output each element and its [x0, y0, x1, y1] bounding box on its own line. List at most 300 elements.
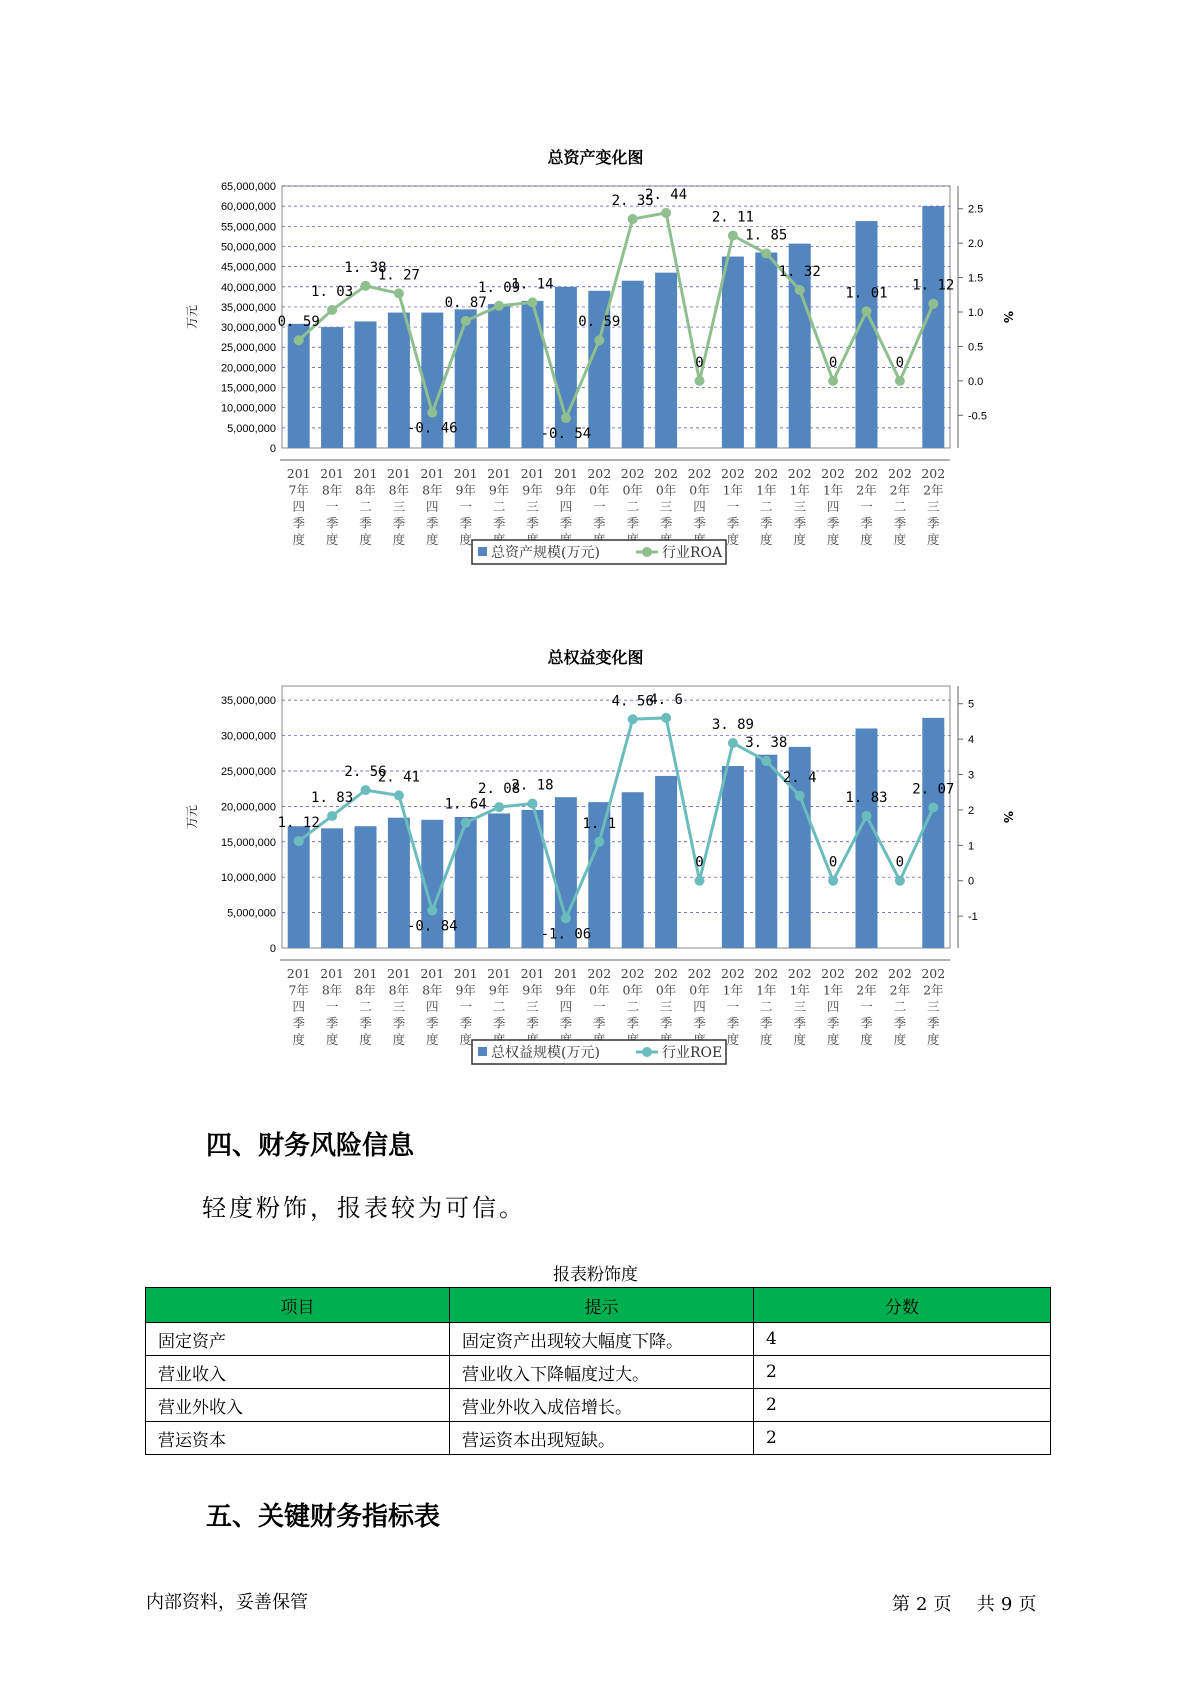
line-point [695, 376, 705, 386]
line-point [761, 756, 771, 766]
data-label: 0. 87 [444, 294, 487, 311]
category-label: 201 [353, 466, 378, 481]
left-tick-label: 20,000,000 [220, 801, 276, 814]
left-tick-label: 10,000,000 [220, 872, 276, 885]
category-label: 202 [921, 966, 946, 981]
category-label: 201 [420, 466, 445, 481]
category-label: 9年 [522, 482, 543, 498]
left-tick-label: 35,000,000 [220, 695, 276, 708]
category-label: 季 [359, 515, 372, 531]
data-label: 2. 18 [511, 777, 554, 794]
category-label: 202 [587, 466, 612, 481]
category-label: 1年 [789, 982, 810, 998]
legend-line-label: 行业ROA [662, 545, 723, 561]
chart-bar [922, 206, 944, 448]
category-label: 202 [754, 466, 779, 481]
chart-bar [856, 221, 878, 448]
chart2-title: 总权益变化图 [547, 648, 644, 667]
data-label: 1. 1 [582, 815, 617, 832]
category-label: 季 [325, 1015, 339, 1031]
left-tick-label: 50,000,000 [220, 241, 276, 254]
category-label: 202 [854, 966, 879, 981]
chart-bar [622, 281, 644, 448]
category-label: 季 [459, 515, 472, 531]
category-label: 季 [593, 515, 606, 531]
risk-score: 2 [754, 1422, 1051, 1455]
category-label: 201 [286, 466, 311, 481]
category-label: 201 [553, 466, 578, 481]
category-label: 二 [492, 499, 506, 514]
chart-bar [455, 309, 477, 448]
left-tick-label: 15,000,000 [220, 382, 276, 395]
category-label: 三 [927, 999, 940, 1014]
right-tick-label: 3 [968, 769, 975, 782]
category-label: 季 [760, 515, 773, 531]
chart-bar [488, 813, 510, 948]
right-tick-label: 1 [968, 840, 975, 853]
risk-table [145, 1287, 1051, 1455]
left-tick-label: 5,000,000 [227, 907, 276, 920]
left-tick-label: 65,000,000 [220, 181, 276, 193]
chart-bar [755, 253, 777, 448]
category-label: 202 [654, 466, 679, 481]
category-label: 201 [320, 966, 345, 981]
category-label: 8年 [388, 982, 410, 998]
category-label: 1年 [756, 982, 777, 998]
data-label: 1. 03 [311, 283, 354, 300]
category-label: 一 [325, 999, 339, 1014]
data-label: 1. 12 [277, 815, 320, 832]
chart-bar [922, 718, 944, 948]
category-label: 202 [887, 966, 912, 981]
category-label: 度 [459, 532, 472, 547]
risk-header-item: 项目 [146, 1288, 450, 1323]
category-label: 201 [386, 466, 411, 481]
category-label: 季 [492, 515, 506, 531]
category-label: 度 [893, 1032, 907, 1047]
category-label: 季 [726, 1015, 740, 1031]
right-axis-title: % [1001, 810, 1015, 824]
data-label: 0. 59 [578, 314, 621, 331]
chart-bar [321, 327, 343, 448]
risk-hint: 固定资产出现较大幅度下降。 [450, 1323, 754, 1356]
category-label: 季 [793, 515, 806, 531]
line-point [895, 876, 905, 886]
category-label: 201 [487, 466, 512, 481]
category-label: 季 [826, 1015, 840, 1031]
category-label: 季 [292, 1015, 305, 1031]
right-tick-label: -1 [968, 911, 978, 924]
data-label: 2. 07 [912, 781, 955, 798]
category-label: 季 [626, 515, 639, 531]
category-label: 度 [325, 1032, 339, 1047]
chart-bar [321, 828, 343, 948]
left-tick-label: 30,000,000 [220, 730, 276, 743]
category-label: 8年 [321, 482, 343, 498]
data-label: 1. 32 [778, 263, 821, 280]
line-point [862, 306, 872, 316]
category-label: 四 [426, 499, 439, 514]
category-label: 201 [286, 966, 311, 981]
risk-summary: 轻度粉饰，报表较为可信。 [202, 1194, 526, 1222]
footer-confidential: 内部资料，妥善保管 [146, 1592, 308, 1613]
category-label: 季 [760, 1015, 773, 1031]
line-point [928, 802, 938, 812]
line-point [327, 811, 337, 821]
risk-header-score: 分数 [754, 1288, 1051, 1323]
category-label: 202 [687, 466, 712, 481]
line-point [361, 281, 371, 291]
category-label: 四 [693, 499, 706, 514]
data-label: 0 [895, 354, 905, 371]
category-label: 2年 [856, 982, 877, 998]
line-point [294, 836, 304, 846]
data-label: 2. 4 [782, 769, 817, 786]
category-label: 季 [559, 1015, 573, 1031]
category-label: 0年 [655, 482, 677, 498]
category-label: 201 [520, 466, 545, 481]
legend-line-marker [642, 1047, 652, 1057]
left-tick-label: 5,000,000 [227, 422, 276, 435]
category-label: 季 [826, 515, 840, 531]
line-point [795, 791, 805, 801]
category-label: 1年 [822, 982, 844, 998]
risk-item: 营业外收入 [146, 1389, 450, 1422]
line-point [895, 376, 905, 386]
category-label: 四 [693, 999, 706, 1014]
data-label: 4. 56 [611, 693, 654, 710]
legend-bar-label: 总权益规模(万元) [491, 1045, 600, 1061]
chart-bar [455, 817, 477, 948]
line-point [294, 335, 304, 345]
line-point [528, 297, 538, 307]
right-tick-label: 0 [968, 875, 975, 888]
line-point [761, 248, 771, 258]
category-label: 201 [520, 966, 545, 981]
category-label: 0年 [589, 982, 610, 998]
right-tick-label: 0.0 [968, 375, 984, 388]
category-label: 季 [793, 1015, 806, 1031]
category-label: 一 [860, 499, 873, 514]
line-point [361, 785, 371, 795]
category-label: 202 [620, 466, 645, 481]
data-label: 3. 38 [745, 735, 788, 752]
category-label: 季 [593, 1015, 606, 1031]
page-num: 2 [916, 1594, 928, 1615]
category-label: 一 [459, 499, 472, 514]
line-point [661, 208, 671, 218]
category-label: 四 [559, 999, 573, 1014]
category-label: 202 [921, 466, 946, 481]
data-label: 2. 08 [478, 781, 521, 798]
category-label: 9年 [488, 982, 510, 998]
line-point [494, 802, 504, 812]
category-label: 度 [426, 1032, 439, 1047]
category-label: 季 [426, 515, 439, 531]
line-point [394, 288, 404, 298]
left-tick-label: 15,000,000 [220, 836, 276, 849]
chart-bar [722, 257, 744, 448]
category-label: 三 [392, 499, 406, 514]
category-label: 9年 [522, 982, 543, 998]
legend-bar-swatch [478, 547, 487, 556]
category-label: 度 [760, 1032, 773, 1047]
category-label: 四 [292, 499, 305, 514]
category-label: 度 [826, 532, 840, 547]
category-label: 季 [693, 1015, 706, 1031]
data-label: 1. 85 [745, 227, 788, 244]
category-label: 202 [787, 966, 812, 981]
data-label: 0 [695, 354, 704, 371]
category-label: 202 [620, 966, 645, 981]
risk-hint: 营业外收入成倍增长。 [450, 1389, 754, 1422]
category-label: 一 [325, 499, 339, 514]
category-label: 一 [593, 999, 606, 1014]
category-label: 二 [492, 999, 506, 1014]
category-label: 0年 [589, 482, 610, 498]
category-label: 季 [492, 1015, 506, 1031]
category-label: 0年 [622, 982, 643, 998]
total-num: 9 [1000, 1594, 1013, 1615]
category-label: 季 [526, 1015, 539, 1031]
section4-heading: 四、财务风险信息 [206, 1131, 415, 1161]
category-label: 度 [292, 1032, 305, 1047]
category-label: 2年 [889, 482, 911, 498]
line-point [661, 713, 671, 723]
category-label: 季 [726, 515, 740, 531]
risk-table-caption: 报表粉饰度 [553, 1265, 638, 1285]
category-label: 度 [292, 532, 305, 547]
category-label: 季 [893, 515, 907, 531]
data-label: 0 [828, 854, 838, 871]
risk-header-hint: 提示 [450, 1288, 754, 1323]
data-label: 2. 11 [711, 209, 754, 226]
category-label: 三 [526, 999, 539, 1014]
data-label: 1. 01 [845, 285, 888, 302]
category-label: 二 [760, 999, 773, 1014]
data-label: -0. 54 [540, 426, 592, 443]
category-label: 度 [927, 532, 940, 547]
right-tick-label: -0.5 [968, 410, 987, 423]
right-tick-label: 2.0 [968, 238, 984, 251]
category-label: 季 [893, 1015, 907, 1031]
total-prefix: 共 [976, 1594, 995, 1615]
category-label: 季 [927, 515, 940, 531]
line-point [528, 799, 538, 809]
data-label: 0 [895, 854, 905, 871]
category-label: 9年 [455, 482, 476, 498]
category-label: 9年 [488, 482, 510, 498]
risk-score: 2 [754, 1389, 1051, 1422]
category-label: 三 [927, 499, 940, 514]
risk-hint: 营业收入下降幅度过大。 [450, 1356, 754, 1389]
category-label: 1年 [822, 482, 844, 498]
category-label: 8年 [422, 482, 443, 498]
line-point [594, 837, 604, 847]
line-point [494, 301, 504, 311]
category-label: 度 [860, 1032, 873, 1047]
category-label: 度 [359, 532, 372, 547]
data-label: 0. 59 [277, 314, 320, 331]
data-label: 2. 44 [645, 186, 688, 203]
data-label: -0. 84 [407, 918, 458, 935]
category-label: 四 [826, 499, 840, 514]
chart-bar [856, 728, 878, 948]
category-label: 8年 [321, 982, 343, 998]
left-tick-label: 60,000,000 [220, 201, 276, 214]
category-label: 9年 [455, 982, 476, 998]
category-label: 0年 [622, 482, 643, 498]
data-label: 1. 12 [912, 277, 955, 294]
category-label: 201 [453, 966, 478, 981]
category-label: 季 [392, 1015, 406, 1031]
category-label: 二 [626, 499, 639, 514]
right-tick-label: 5 [968, 698, 975, 711]
category-label: 四 [826, 999, 840, 1014]
chart-bar [555, 287, 577, 448]
data-label: 3. 89 [711, 717, 754, 734]
left-tick-label: 45,000,000 [220, 261, 276, 274]
category-label: 202 [687, 966, 712, 981]
line-point [695, 876, 705, 886]
category-label: 201 [487, 966, 512, 981]
chart-bar [755, 755, 777, 948]
line-point [594, 335, 604, 345]
category-label: 季 [693, 515, 706, 531]
category-label: 8年 [422, 982, 443, 998]
risk-table-header-row [146, 1288, 1051, 1323]
line-point [628, 714, 638, 724]
category-label: 三 [392, 999, 406, 1014]
category-label: 度 [726, 1032, 740, 1047]
data-label: 1. 09 [478, 279, 521, 296]
line-point [427, 905, 437, 915]
left-tick-label: 0 [269, 943, 276, 955]
category-label: 1年 [789, 482, 810, 498]
line-point [862, 811, 872, 821]
line-point [461, 818, 471, 828]
category-label: 四 [426, 999, 439, 1014]
chart-bar [355, 826, 377, 948]
chart-bar [355, 321, 377, 448]
data-label: 1. 83 [845, 789, 888, 806]
line-point [394, 790, 404, 800]
category-label: 一 [726, 499, 740, 514]
category-label: 一 [593, 499, 606, 514]
category-label: 201 [320, 466, 345, 481]
right-tick-label: 1.5 [968, 272, 984, 285]
data-label: -0. 46 [407, 420, 458, 437]
line-point [728, 738, 738, 748]
legend-line-marker [642, 547, 652, 557]
category-label: 二 [359, 499, 372, 514]
left-tick-label: 25,000,000 [220, 765, 276, 778]
category-label: 二 [893, 999, 907, 1014]
category-label: 201 [386, 966, 411, 981]
right-tick-label: 2.5 [968, 203, 984, 216]
section5-heading: 五、关键财务指标表 [206, 1502, 441, 1532]
chart-bar [622, 792, 644, 948]
category-label: 度 [927, 1032, 940, 1047]
category-label: 8年 [355, 982, 376, 998]
category-label: 季 [292, 515, 305, 531]
category-label: 度 [826, 1032, 840, 1047]
category-label: 度 [793, 532, 806, 547]
category-label: 2年 [856, 482, 877, 498]
category-label: 202 [587, 966, 612, 981]
data-label: 1. 64 [444, 796, 487, 813]
category-label: 季 [659, 1015, 673, 1031]
total-equity-chart [0, 680, 1191, 1090]
table-row [146, 1323, 1051, 1356]
category-label: 三 [793, 999, 806, 1014]
data-label: 0 [695, 854, 704, 871]
total-assets-chart [0, 180, 1191, 590]
category-label: 季 [325, 515, 339, 531]
total-unit: 页 [1018, 1594, 1037, 1615]
category-label: 0年 [655, 982, 677, 998]
footer-page-number [892, 1590, 1042, 1616]
data-label: 1. 38 [344, 259, 387, 276]
category-label: 一 [459, 999, 472, 1014]
category-label: 季 [860, 1015, 873, 1031]
left-tick-label: 0 [269, 443, 276, 455]
category-label: 202 [720, 966, 745, 981]
category-label: 2年 [889, 982, 911, 998]
category-label: 季 [526, 515, 539, 531]
category-label: 1年 [756, 482, 777, 498]
legend-bar-swatch [478, 1047, 487, 1056]
category-label: 202 [821, 466, 846, 481]
category-label: 二 [626, 999, 639, 1014]
left-tick-label: 35,000,000 [220, 301, 276, 314]
left-tick-label: 25,000,000 [220, 342, 276, 355]
category-label: 201 [353, 966, 378, 981]
category-label: 季 [927, 1015, 940, 1031]
left-axis-title: 万元 [185, 304, 199, 330]
category-label: 度 [392, 532, 406, 547]
risk-score: 2 [754, 1356, 1051, 1389]
chart-bar [488, 304, 510, 448]
data-label: 1. 14 [511, 276, 554, 293]
right-axis-title: % [1001, 310, 1015, 324]
category-label: 1年 [722, 982, 744, 998]
right-tick-label: 0.5 [968, 341, 984, 354]
category-label: 度 [459, 1032, 472, 1047]
category-label: 9年 [555, 482, 577, 498]
data-label: 2. 56 [344, 764, 387, 781]
legend-line-label: 行业ROE [662, 1045, 723, 1061]
category-label: 1年 [722, 482, 744, 498]
line-point [327, 305, 337, 315]
risk-item: 营业收入 [146, 1356, 450, 1389]
data-label: 1. 83 [311, 789, 354, 806]
risk-score: 4 [754, 1323, 1051, 1356]
category-label: 202 [787, 466, 812, 481]
category-label: 季 [559, 515, 573, 531]
page-prefix: 第 [892, 1594, 910, 1615]
category-label: 季 [659, 515, 673, 531]
category-label: 202 [720, 466, 745, 481]
line-point [461, 316, 471, 326]
data-label: -1. 06 [540, 926, 592, 943]
category-label: 度 [860, 532, 873, 547]
category-label: 202 [854, 466, 879, 481]
category-label: 2年 [923, 982, 944, 998]
category-label: 度 [760, 532, 773, 547]
right-tick-label: 2 [968, 804, 975, 817]
line-point [561, 413, 571, 423]
